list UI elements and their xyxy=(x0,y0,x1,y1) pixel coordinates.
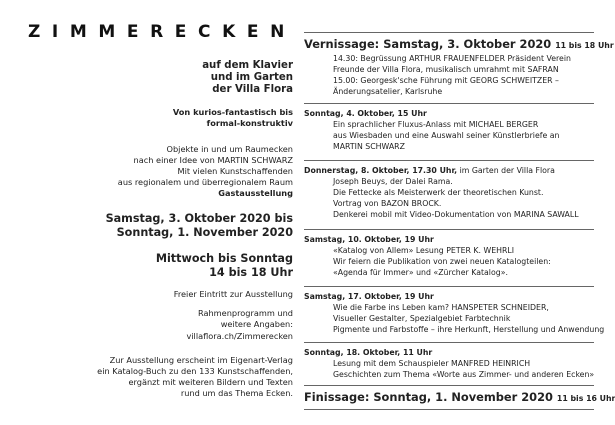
event-line: Freunde der Villa Flora, musikalisch umrahmt mit SAFRAN xyxy=(333,65,559,74)
divider xyxy=(304,103,594,104)
description-line: Mit vielen Kunstschaffenden xyxy=(177,166,293,176)
event-line: Visueller Gestalter, Spezialgebiet Farbtechnik xyxy=(333,314,511,323)
event-date: Donnerstag, 8. Oktober, 17.30 Uhr, xyxy=(304,166,458,175)
description-line: aus regionalem und überregionalem Raum xyxy=(117,177,293,187)
divider xyxy=(304,409,594,410)
description-line: Objekte in und um Raumecken xyxy=(166,144,293,154)
catalog-line: rund um das Thema Ecken. xyxy=(180,388,293,398)
event-date: Sonntag, 18. Oktober, 11 Uhr xyxy=(304,348,433,357)
divider xyxy=(304,286,594,287)
event-line: 15.00: Georgesk'sche Führung mit GEORG SCHWEITZER – xyxy=(333,76,559,85)
catalog-note xyxy=(23,355,293,399)
tagline-line: formal-konstruktiv xyxy=(206,118,293,128)
event-line: Pigmente und Farbstoffe – ihre Herkunft, Herstellung und Anwendung xyxy=(333,325,605,334)
event-line: Geschichten zum Thema «Worte aus Zimmer- und anderen Ecken» xyxy=(333,370,595,379)
event-heading xyxy=(304,347,594,358)
event-line: MARTIN SCHWARZ xyxy=(333,142,405,151)
event-line: Lesung mit dem Schauspieler MANFRED HEINRICH xyxy=(333,359,531,368)
finissage-title: Finissage: Sonntag, 1. November 2020 xyxy=(304,390,553,404)
event-location: im Garten der Villa Flora xyxy=(457,166,555,175)
catalog-line: Zur Ausstellung erscheint im Eigenart-Verlag xyxy=(109,355,293,365)
description xyxy=(53,144,293,199)
event-line: «Agenda für Immer» und «Zürcher Katalog». xyxy=(333,268,508,277)
event-heading xyxy=(304,165,594,176)
event-line: Joseph Beuys, der Dalei Rama. xyxy=(333,177,453,186)
divider xyxy=(304,160,594,161)
exhibition-dates xyxy=(53,212,293,240)
vernissage-section xyxy=(304,37,614,97)
divider xyxy=(304,385,594,386)
program-info xyxy=(53,308,293,342)
dates-line: Samstag, 3. Oktober 2020 bis xyxy=(105,212,293,225)
event-line: «Katalog von Allem» Lesung PETER K. WEHRLI xyxy=(333,246,515,255)
program-column xyxy=(304,0,615,425)
program-line: weitere Angaben: xyxy=(220,319,293,329)
event-line: Vortrag von BAZON BROCK. xyxy=(333,199,442,208)
event-heading xyxy=(304,108,594,119)
catalog-line: ergänzt mit weiteren Bildern und Texten xyxy=(128,377,293,387)
event-section xyxy=(304,108,594,152)
left-column xyxy=(8,0,296,425)
website-link[interactable]: villaflora.ch/Zimmerecken xyxy=(186,331,293,341)
description-line: nach einer Idee von MARTIN SCHWARZ xyxy=(133,155,293,165)
finissage-section xyxy=(304,390,615,406)
divider xyxy=(304,32,594,33)
event-line: aus Wiesbaden und eine Auswahl seiner Künstlerbriefe an xyxy=(333,131,560,140)
vernissage-title: Vernissage: Samstag, 3. Oktober 2020 xyxy=(304,37,552,51)
vernissage-heading xyxy=(304,37,614,53)
divider xyxy=(304,342,594,343)
guest-exhibition-label: Gastausstellung xyxy=(218,188,293,198)
finissage-time: 11 bis 16 Uhr xyxy=(556,394,615,403)
event-section xyxy=(304,165,594,220)
dates-line: Sonntag, 1. November 2020 xyxy=(116,226,293,239)
event-line: Ein sprachlicher Fluxus-Anlass mit MICHAEL BERGER xyxy=(333,120,539,129)
page-title: ZIMMERECKEN xyxy=(28,22,296,42)
event-section xyxy=(304,347,594,380)
event-date: Samstag, 10. Oktober, 19 Uhr xyxy=(304,235,434,244)
event-heading xyxy=(304,234,594,245)
hours-line: 14 bis 18 Uhr xyxy=(209,266,293,279)
subtitle-line: und im Garten xyxy=(210,72,293,84)
vernissage-time: 11 bis 18 Uhr xyxy=(555,41,614,50)
divider xyxy=(304,229,594,230)
opening-hours xyxy=(53,252,293,280)
subtitle-line: der Villa Flora xyxy=(212,84,293,96)
subtitle-line: auf dem Klavier xyxy=(202,60,293,71)
program-line: Rahmenprogramm und xyxy=(197,308,293,318)
catalog-line: ein Katalog-Buch zu den 133 Kunstschaffenden, xyxy=(97,366,293,376)
event-line: Wie die Farbe ins Leben kam? HANSPETER SCHNEIDER, xyxy=(333,303,549,312)
free-entry-note: Freier Eintritt zur Ausstellung xyxy=(173,289,293,299)
event-date: Samstag, 17. Oktober, 19 Uhr xyxy=(304,292,434,301)
event-heading xyxy=(304,291,594,302)
finissage-heading xyxy=(304,390,615,406)
event-section xyxy=(304,234,594,278)
event-section xyxy=(304,291,605,335)
event-line: Die Fettecke als Meisterwerk der theoretischen Kunst. xyxy=(333,188,544,197)
subtitle xyxy=(93,60,293,97)
event-line: Wir feiern die Publikation von zwei neuen Katalogteilen: xyxy=(333,257,551,266)
event-date: Sonntag, 4. Oktober, 15 Uhr xyxy=(304,109,427,118)
hours-line: Mittwoch bis Sonntag xyxy=(155,252,293,265)
event-line: Denkerei mobil mit Video-Dokumentation von MARINA SAWALL xyxy=(333,210,579,219)
event-line: Änderungsatelier, Karlsruhe xyxy=(333,87,443,96)
event-line: 14.30: Begrüssung ARTHUR FRAUENFELDER Präsident Verein xyxy=(333,54,571,63)
tagline-line: Von kurios-fantastisch bis xyxy=(172,107,293,117)
tagline xyxy=(73,107,293,129)
